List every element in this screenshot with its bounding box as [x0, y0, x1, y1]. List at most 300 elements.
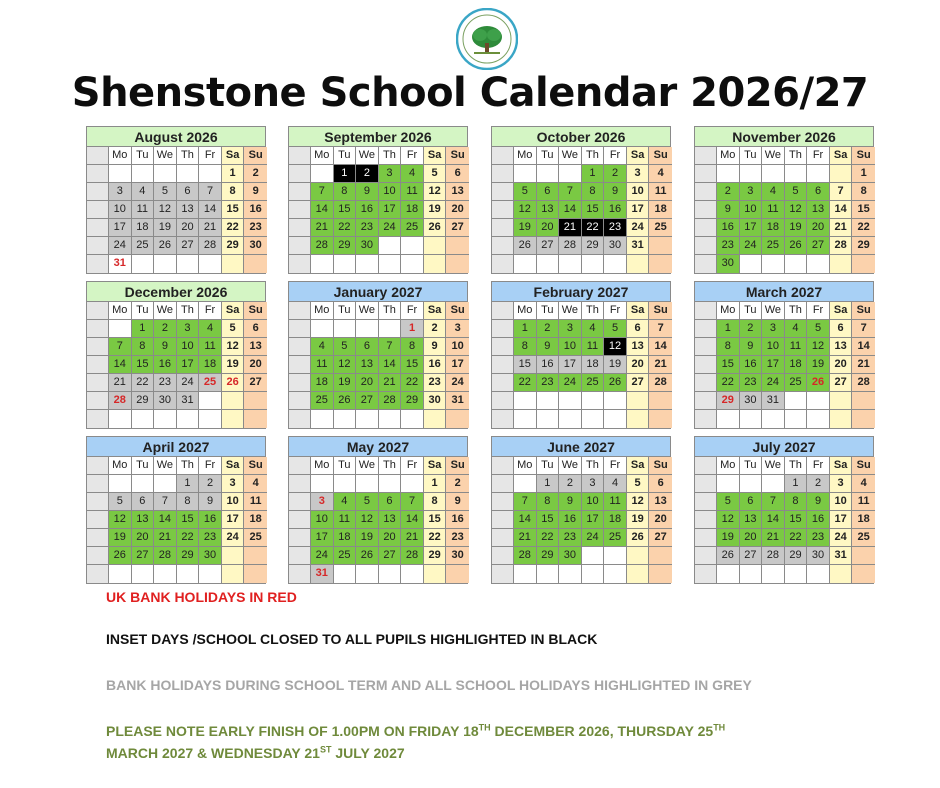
- empty-cell: [627, 547, 650, 565]
- day-cell: 16: [244, 201, 267, 219]
- day-cell: 28: [154, 547, 177, 565]
- weekday-header: Fr: [807, 302, 830, 320]
- weekday-header: Fr: [807, 147, 830, 165]
- weekday-header: Mo: [514, 302, 537, 320]
- empty-cell: [379, 475, 402, 493]
- empty-cell: [514, 165, 537, 183]
- day-cell: 30: [604, 237, 627, 255]
- day-cell: 9: [717, 201, 740, 219]
- weekday-header: Su: [446, 457, 469, 475]
- day-cell: 24: [311, 547, 334, 565]
- week-side-cell: [695, 302, 717, 320]
- empty-cell: [649, 237, 672, 255]
- day-cell: 28: [762, 547, 785, 565]
- weekday-header: Mo: [109, 457, 132, 475]
- week-side-cell: [695, 356, 717, 374]
- day-cell: 27: [446, 219, 469, 237]
- day-cell: 27: [649, 529, 672, 547]
- day-cell: 12: [334, 356, 357, 374]
- day-cell: 16: [604, 201, 627, 219]
- weekday-header: Fr: [199, 147, 222, 165]
- day-cell: 15: [785, 511, 808, 529]
- day-cell: 14: [154, 511, 177, 529]
- day-cell: 21: [852, 356, 875, 374]
- week-side-cell: [695, 165, 717, 183]
- month-day-grid: [87, 302, 265, 428]
- weekday-header: Tu: [334, 147, 357, 165]
- day-cell: 19: [807, 356, 830, 374]
- week-side-cell: [289, 320, 311, 338]
- weekday-header: Fr: [604, 457, 627, 475]
- empty-cell: [244, 410, 267, 428]
- day-cell: 23: [559, 529, 582, 547]
- empty-cell: [334, 255, 357, 273]
- empty-cell: [154, 410, 177, 428]
- month-day-grid: [695, 457, 873, 583]
- day-cell: 9: [356, 183, 379, 201]
- day-cell: 4: [649, 165, 672, 183]
- day-cell: 15: [132, 356, 155, 374]
- month-day-grid: [695, 302, 873, 428]
- empty-cell: [514, 410, 537, 428]
- weekday-header: Tu: [132, 302, 155, 320]
- day-cell: 8: [785, 493, 808, 511]
- day-cell: 18: [649, 201, 672, 219]
- day-cell: 6: [446, 165, 469, 183]
- early-finish-sup-1: TH: [478, 722, 491, 733]
- empty-cell: [154, 165, 177, 183]
- week-side-cell: [87, 475, 109, 493]
- weekday-header: We: [154, 457, 177, 475]
- day-cell: 17: [559, 356, 582, 374]
- month-title: March 2027: [695, 282, 873, 302]
- day-cell: 11: [401, 183, 424, 201]
- day-cell: 17: [222, 511, 245, 529]
- day-cell: 13: [446, 183, 469, 201]
- day-cell: 22: [785, 529, 808, 547]
- day-cell: 6: [740, 493, 763, 511]
- day-cell: 31: [627, 237, 650, 255]
- day-cell: 14: [852, 338, 875, 356]
- day-cell: 2: [740, 320, 763, 338]
- weekday-header: Fr: [199, 457, 222, 475]
- week-side-cell: [289, 255, 311, 273]
- day-cell: 5: [222, 320, 245, 338]
- day-cell: 24: [582, 529, 605, 547]
- day-cell: 13: [537, 201, 560, 219]
- day-cell: 14: [199, 201, 222, 219]
- week-side-cell: [695, 457, 717, 475]
- weekday-header: Th: [379, 302, 402, 320]
- month-day-grid: [492, 457, 670, 583]
- day-cell: 4: [132, 183, 155, 201]
- month-day-grid: [695, 147, 873, 273]
- week-side-cell: [695, 547, 717, 565]
- day-cell: 29: [334, 237, 357, 255]
- week-side-cell: [87, 529, 109, 547]
- weekday-header: Mo: [717, 302, 740, 320]
- weekday-header: Su: [244, 302, 267, 320]
- day-cell: 10: [627, 183, 650, 201]
- day-cell: 10: [762, 338, 785, 356]
- day-cell: 3: [379, 165, 402, 183]
- weekday-header: Su: [244, 147, 267, 165]
- empty-cell: [852, 547, 875, 565]
- day-cell: 7: [379, 338, 402, 356]
- day-cell: 1: [334, 165, 357, 183]
- empty-cell: [537, 565, 560, 583]
- day-cell: 20: [379, 529, 402, 547]
- day-cell: 4: [244, 475, 267, 493]
- empty-cell: [649, 565, 672, 583]
- day-cell: 21: [559, 219, 582, 237]
- weekday-header: Mo: [514, 147, 537, 165]
- weekday-header: Mo: [514, 457, 537, 475]
- day-cell: 28: [559, 237, 582, 255]
- day-cell: 11: [852, 493, 875, 511]
- week-side-cell: [87, 320, 109, 338]
- day-cell: 14: [649, 338, 672, 356]
- day-cell: 3: [109, 183, 132, 201]
- day-cell: 7: [109, 338, 132, 356]
- day-cell: 9: [604, 183, 627, 201]
- weekday-header: Sa: [627, 302, 650, 320]
- day-cell: 8: [582, 183, 605, 201]
- day-cell: 6: [830, 320, 853, 338]
- weekday-header: Mo: [109, 147, 132, 165]
- day-cell: 19: [334, 374, 357, 392]
- day-cell: 4: [334, 493, 357, 511]
- month-day-grid: [492, 302, 670, 428]
- weekday-header: We: [356, 302, 379, 320]
- empty-cell: [604, 392, 627, 410]
- day-cell: 26: [222, 374, 245, 392]
- day-cell: 18: [311, 374, 334, 392]
- day-cell: 29: [424, 547, 447, 565]
- weekday-header: Tu: [537, 457, 560, 475]
- week-side-cell: [695, 410, 717, 428]
- empty-cell: [109, 475, 132, 493]
- empty-cell: [154, 255, 177, 273]
- weekday-header: Su: [852, 147, 875, 165]
- day-cell: 1: [852, 165, 875, 183]
- weekday-header: Tu: [132, 457, 155, 475]
- week-side-cell: [289, 493, 311, 511]
- day-cell: 10: [740, 201, 763, 219]
- day-cell: 17: [830, 511, 853, 529]
- weekday-header: Th: [379, 457, 402, 475]
- day-cell: 24: [559, 374, 582, 392]
- empty-cell: [582, 255, 605, 273]
- empty-cell: [717, 410, 740, 428]
- empty-cell: [311, 165, 334, 183]
- day-cell: 26: [604, 374, 627, 392]
- day-cell: 23: [424, 374, 447, 392]
- month-title: February 2027: [492, 282, 670, 302]
- empty-cell: [717, 165, 740, 183]
- month-title: October 2026: [492, 127, 670, 147]
- day-cell: 21: [379, 374, 402, 392]
- day-cell: 20: [649, 511, 672, 529]
- empty-cell: [852, 255, 875, 273]
- empty-cell: [785, 410, 808, 428]
- empty-cell: [177, 165, 200, 183]
- empty-cell: [199, 565, 222, 583]
- early-finish-text-1: PLEASE NOTE EARLY FINISH OF 1.00PM ON FRIDAY 18: [106, 723, 479, 739]
- week-side-cell: [695, 237, 717, 255]
- weekday-header: We: [762, 147, 785, 165]
- day-cell: 19: [109, 529, 132, 547]
- day-cell: 21: [762, 529, 785, 547]
- empty-cell: [514, 392, 537, 410]
- day-cell: 20: [807, 219, 830, 237]
- weekday-header: Sa: [424, 147, 447, 165]
- weekday-header: Th: [177, 302, 200, 320]
- weekday-header: We: [154, 302, 177, 320]
- day-cell: 25: [852, 529, 875, 547]
- day-cell: 22: [222, 219, 245, 237]
- empty-cell: [785, 565, 808, 583]
- day-cell: 30: [244, 237, 267, 255]
- month-title: August 2026: [87, 127, 265, 147]
- empty-cell: [785, 255, 808, 273]
- day-cell: 17: [379, 201, 402, 219]
- empty-cell: [379, 565, 402, 583]
- day-cell: 17: [109, 219, 132, 237]
- weekday-header: Tu: [132, 147, 155, 165]
- day-cell: 7: [649, 320, 672, 338]
- empty-cell: [830, 565, 853, 583]
- empty-cell: [649, 392, 672, 410]
- week-side-cell: [87, 457, 109, 475]
- empty-cell: [244, 565, 267, 583]
- day-cell: 13: [830, 338, 853, 356]
- week-side-cell: [695, 511, 717, 529]
- day-cell: 27: [627, 374, 650, 392]
- day-cell: 12: [807, 338, 830, 356]
- empty-cell: [537, 410, 560, 428]
- day-cell: 29: [852, 237, 875, 255]
- page-title: Shenstone School Calendar 2026/27: [71, 70, 869, 116]
- day-cell: 4: [852, 475, 875, 493]
- empty-cell: [762, 165, 785, 183]
- day-cell: 27: [807, 237, 830, 255]
- day-cell: 13: [244, 338, 267, 356]
- day-cell: 15: [717, 356, 740, 374]
- day-cell: 14: [401, 511, 424, 529]
- empty-cell: [401, 255, 424, 273]
- week-side-cell: [492, 457, 514, 475]
- day-cell: 13: [356, 356, 379, 374]
- month-october-2026: [491, 126, 671, 274]
- day-cell: 3: [740, 183, 763, 201]
- empty-cell: [379, 255, 402, 273]
- day-cell: 3: [582, 475, 605, 493]
- weekday-header: Su: [649, 457, 672, 475]
- day-cell: 6: [177, 183, 200, 201]
- day-cell: 18: [604, 511, 627, 529]
- month-july-2027: [694, 436, 874, 584]
- day-cell: 15: [537, 511, 560, 529]
- empty-cell: [334, 565, 357, 583]
- day-cell: 5: [154, 183, 177, 201]
- day-cell: 5: [424, 165, 447, 183]
- empty-cell: [717, 565, 740, 583]
- empty-cell: [222, 410, 245, 428]
- day-cell: 9: [424, 338, 447, 356]
- day-cell: 19: [154, 219, 177, 237]
- empty-cell: [740, 475, 763, 493]
- day-cell: 17: [446, 356, 469, 374]
- day-cell: 8: [132, 338, 155, 356]
- weekday-header: Fr: [604, 147, 627, 165]
- empty-cell: [604, 255, 627, 273]
- empty-cell: [627, 392, 650, 410]
- day-cell: 22: [424, 529, 447, 547]
- empty-cell: [649, 410, 672, 428]
- day-cell: 22: [132, 374, 155, 392]
- day-cell: 15: [852, 201, 875, 219]
- weekday-header: Su: [649, 302, 672, 320]
- weekday-header: Mo: [311, 457, 334, 475]
- weekday-header: Tu: [537, 147, 560, 165]
- day-cell: 30: [154, 392, 177, 410]
- weekday-header: Sa: [627, 147, 650, 165]
- day-cell: 30: [199, 547, 222, 565]
- day-cell: 2: [244, 165, 267, 183]
- weekday-header: Th: [177, 457, 200, 475]
- empty-cell: [852, 410, 875, 428]
- day-cell: 26: [356, 547, 379, 565]
- day-cell: 1: [514, 320, 537, 338]
- day-cell: 26: [424, 219, 447, 237]
- day-cell: 24: [830, 529, 853, 547]
- day-cell: 10: [222, 493, 245, 511]
- week-side-cell: [695, 183, 717, 201]
- week-side-cell: [289, 165, 311, 183]
- weekday-header: Sa: [627, 457, 650, 475]
- day-cell: 13: [740, 511, 763, 529]
- day-cell: 29: [222, 237, 245, 255]
- early-finish-text-3: MARCH 2027 & WEDNESDAY 21: [106, 745, 320, 761]
- day-cell: 7: [514, 493, 537, 511]
- day-cell: 11: [334, 511, 357, 529]
- month-day-grid: [87, 147, 265, 273]
- day-cell: 26: [785, 237, 808, 255]
- day-cell: 15: [222, 201, 245, 219]
- day-cell: 23: [199, 529, 222, 547]
- empty-cell: [514, 475, 537, 493]
- week-side-cell: [87, 147, 109, 165]
- empty-cell: [559, 565, 582, 583]
- weekday-header: Tu: [740, 147, 763, 165]
- note-inset-days: INSET DAYS /SCHOOL CLOSED TO ALL PUPILS HIGHLIGHTED IN BLACK: [106, 631, 598, 647]
- day-cell: 18: [244, 511, 267, 529]
- day-cell: 27: [244, 374, 267, 392]
- week-side-cell: [492, 356, 514, 374]
- empty-cell: [244, 547, 267, 565]
- empty-cell: [177, 255, 200, 273]
- day-cell: 30: [740, 392, 763, 410]
- day-cell: 16: [424, 356, 447, 374]
- day-cell: 18: [762, 219, 785, 237]
- day-cell: 12: [109, 511, 132, 529]
- day-cell: 7: [852, 320, 875, 338]
- day-cell: 7: [830, 183, 853, 201]
- day-cell: 15: [177, 511, 200, 529]
- week-side-cell: [289, 201, 311, 219]
- day-cell: 19: [717, 529, 740, 547]
- weekday-header: Sa: [830, 302, 853, 320]
- weekday-header: Th: [582, 302, 605, 320]
- weekday-header: Fr: [401, 302, 424, 320]
- weekday-header: Mo: [109, 302, 132, 320]
- week-side-cell: [289, 457, 311, 475]
- empty-cell: [132, 165, 155, 183]
- day-cell: 26: [807, 374, 830, 392]
- day-cell: 21: [109, 374, 132, 392]
- empty-cell: [154, 565, 177, 583]
- month-title: May 2027: [289, 437, 467, 457]
- empty-cell: [356, 320, 379, 338]
- empty-cell: [379, 237, 402, 255]
- day-cell: 23: [740, 374, 763, 392]
- day-cell: 2: [559, 475, 582, 493]
- empty-cell: [334, 410, 357, 428]
- weekday-header: Fr: [401, 457, 424, 475]
- day-cell: 21: [649, 356, 672, 374]
- day-cell: 5: [604, 320, 627, 338]
- day-cell: 7: [154, 493, 177, 511]
- empty-cell: [401, 410, 424, 428]
- day-cell: 22: [514, 374, 537, 392]
- day-cell: 9: [740, 338, 763, 356]
- day-cell: 9: [807, 493, 830, 511]
- weekday-header: Sa: [830, 147, 853, 165]
- day-cell: 16: [537, 356, 560, 374]
- day-cell: 8: [401, 338, 424, 356]
- day-cell: 24: [740, 237, 763, 255]
- day-cell: 3: [177, 320, 200, 338]
- day-cell: 31: [311, 565, 334, 583]
- day-cell: 29: [177, 547, 200, 565]
- empty-cell: [401, 475, 424, 493]
- empty-cell: [514, 255, 537, 273]
- empty-cell: [582, 410, 605, 428]
- weekday-header: Sa: [222, 147, 245, 165]
- day-cell: 10: [177, 338, 200, 356]
- week-side-cell: [289, 511, 311, 529]
- day-cell: 11: [244, 493, 267, 511]
- week-side-cell: [695, 201, 717, 219]
- day-cell: 22: [537, 529, 560, 547]
- empty-cell: [852, 392, 875, 410]
- week-side-cell: [695, 219, 717, 237]
- day-cell: 19: [356, 529, 379, 547]
- month-title: June 2027: [492, 437, 670, 457]
- day-cell: 28: [109, 392, 132, 410]
- day-cell: 2: [604, 165, 627, 183]
- day-cell: 27: [177, 237, 200, 255]
- day-cell: 16: [807, 511, 830, 529]
- day-cell: 8: [177, 493, 200, 511]
- day-cell: 25: [244, 529, 267, 547]
- day-cell: 1: [537, 475, 560, 493]
- day-cell: 20: [446, 201, 469, 219]
- week-side-cell: [289, 529, 311, 547]
- day-cell: 21: [311, 219, 334, 237]
- weekday-header: Fr: [604, 302, 627, 320]
